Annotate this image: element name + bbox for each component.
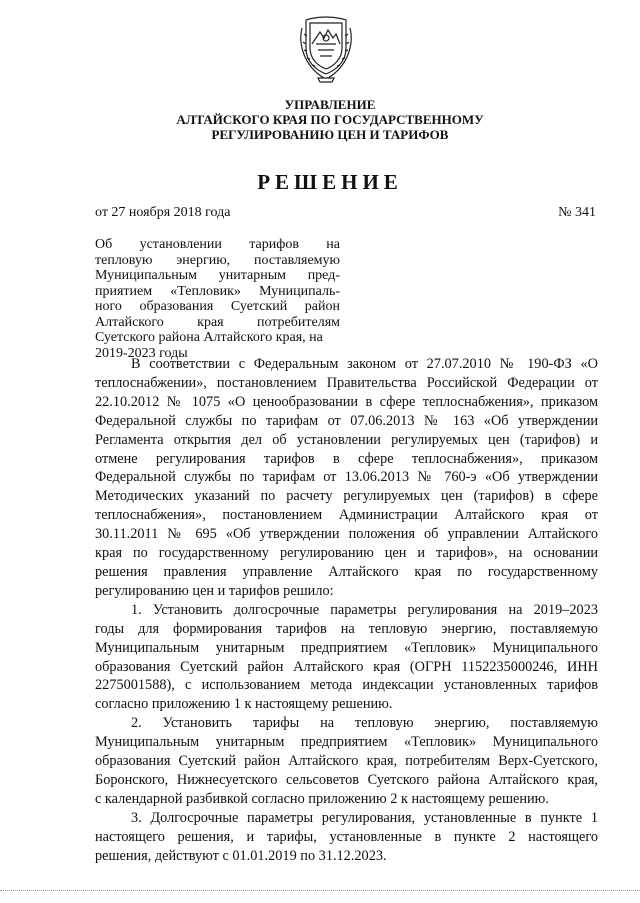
clause-1-line: Муниципальным унитарным предприятием «Тепловик» Муниципального	[95, 639, 598, 656]
clause-2-line: с календарной разбивкой согласно приложению 2 к настоящему решению.	[95, 790, 549, 807]
subject-line: Суетского района Алтайского края, на	[95, 330, 323, 345]
body-line: теплоснабжения», постановлением Администрации Алтайского края от	[95, 507, 598, 524]
subject-line: Об установлении тарифов на	[95, 237, 340, 252]
clause-1-line: согласно приложению 1 к настоящему решению.	[95, 696, 393, 713]
body-line: отмене регулирования тарифов в сфере теплоснабжения», приказом	[95, 450, 598, 467]
org-line: УПРАВЛЕНИЕ	[284, 97, 376, 112]
document-number: № 341	[558, 205, 596, 220]
body-line: Методических указаний по расчету регулируемых цен (тарифов) в сфере	[95, 488, 598, 505]
body-line: теплоснабжении», постановлением Правительства Российской Федерации от	[95, 374, 598, 391]
clause-2-line: Муниципальным унитарным предприятием «Тепловик» Муниципального	[95, 734, 598, 751]
clause-1-line: годы для формирования тарифов на тепловую энергию, поставляемую	[95, 620, 598, 637]
coat-of-arms-icon	[296, 14, 356, 84]
org-line: РЕГУЛИРОВАНИЮ ЦЕН И ТАРИФОВ	[211, 127, 449, 142]
body-line: Федеральной службы по тарифам от 07.06.2013 № 163 «Об утверждении	[95, 412, 598, 429]
subject-line: приятием «Тепловик» Муниципаль-	[95, 283, 340, 299]
subject-line: тепловую энергию, поставляемую	[95, 252, 340, 268]
subject-line: 2019-2023 годы	[95, 345, 188, 361]
page-bottom-divider	[0, 890, 640, 891]
body-line: решения правления управление Алтайского края по государственному	[95, 563, 598, 580]
body-line: В соответствии с Федеральным законом от 27.07.2010 № 190-ФЗ «О	[131, 356, 598, 372]
clause-2-line: 2. Установить тарифы на тепловую энергию, поставляемую	[131, 715, 598, 732]
clause-3-line: решения, действуют с 01.01.2019 по 31.12.2023.	[95, 847, 387, 864]
clause-2-line: Боронского, Нижнесуетского сельсоветов Суетского района Алтайского края,	[95, 771, 598, 788]
document-body	[95, 355, 598, 865]
subject-line: Алтайского края потребителям	[95, 314, 340, 330]
clause-2-line: образования Суетский район Алтайского края, потребителям Верх-Суетского,	[95, 753, 598, 770]
document-date: от 27 ноября 2018 года	[95, 205, 231, 220]
body-line: 22.10.2012 № 1075 «О ценообразовании в сфере теплоснабжения», приказом	[95, 393, 598, 410]
body-line: 30.11.2011 № 695 «Об утверждении положения об управлении Алтайского	[95, 526, 598, 543]
clause-3-line: настоящего решения, и тарифы, установленные в пункте 2 настоящего	[95, 828, 598, 845]
subject-line: ного образования Суетский район	[95, 299, 340, 314]
body-line: края по государственному регулированию цен и тарифов», на основании	[95, 545, 598, 562]
document-subject	[95, 237, 340, 361]
clause-1-line: образования Суетский район Алтайского края (ОГРН 1152235000246, ИНН	[95, 658, 598, 675]
clause-1-line: 2275001588), с использованием метода индексации установленных тарифов	[95, 677, 598, 694]
body-line: Регламента открытия дел об установлении регулируемых цен (тарифов) и	[95, 431, 598, 448]
body-line: регулированию цен и тарифов решило:	[95, 582, 334, 599]
body-line: Федеральной службы по тарифам от 13.06.2013 № 760-э «Об утверждении	[95, 469, 598, 486]
clause-1-line: 1. Установить долгосрочные параметры регулирования на 2019–2023	[131, 601, 598, 618]
org-line: АЛТАЙСКОГО КРАЯ ПО ГОСУДАРСТВЕННОМУ	[176, 112, 484, 127]
subject-line: Муниципальным унитарным пред-	[95, 268, 340, 283]
organization-name	[120, 97, 540, 142]
clause-3-line: 3. Долгосрочные параметры регулирования, установленные в пункте 1	[131, 809, 598, 826]
document-title: РЕШЕНИЕ	[257, 170, 403, 194]
